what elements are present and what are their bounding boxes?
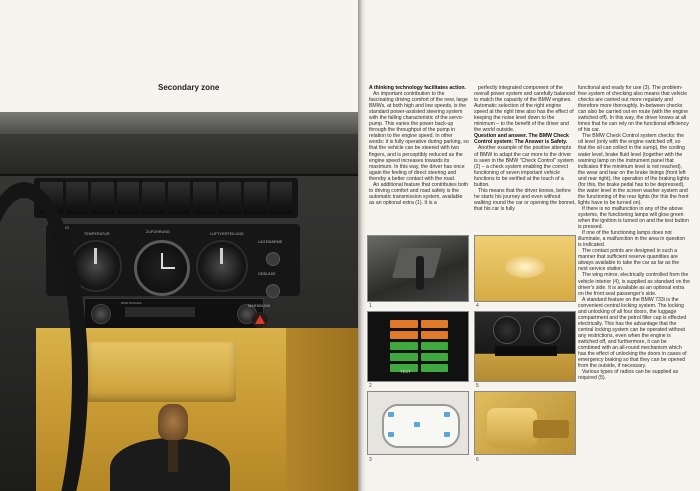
column-paragraph: functional and ready for use (3). The problem-free system of checking also means that vehicle checks are carried out more regularly and therefore more thoroughly. In-between checks can also be carried out en route (with the engine switched off). In this way, the driver knows at all times that he can rely on the functional efficiency of his car. xyxy=(578,85,689,134)
photo-rear-interior xyxy=(474,391,576,455)
heating-label: HEIZUNG xyxy=(52,226,70,230)
rear-tray xyxy=(533,420,569,438)
column-paragraph: perfectly integrated component of the overall power system and carefully balanced to match the capacity of the BMW engines. Automatic selection of the right engine speed at the right time also has the effect of keeping the noise level down to the minimum – to the benefit of the driver and the world outside. xyxy=(474,85,576,134)
column-paragraph: If there is no malfunction in any of the above systems, the functioning lamps will glow green when the ignition is turned on and the test button is pressed. xyxy=(578,205,689,231)
column-paragraph: Various types of radios can be supplied as required (5). xyxy=(578,369,679,382)
right-page xyxy=(366,0,700,491)
photo-number: 5 xyxy=(476,383,479,389)
vent-slot xyxy=(91,182,114,214)
check-lamp xyxy=(421,353,449,361)
air-distribution-label: LUFTVERTEILUNG xyxy=(210,232,244,236)
reading-lamp xyxy=(505,256,545,278)
vent-slot xyxy=(270,182,293,214)
page-spine xyxy=(358,0,366,491)
lamp-marker-icon xyxy=(444,432,450,437)
column-paragraph: A standard feature on the BMW 733i is the convenient central locking system. The locking and unlocking of all four doors, the luggage compartment and the petrol filler cap is effected electrically. This has the advantage that the central locking system can be operated without any restrictions, even when the engine is switched off, and furthermore, it can be combined with an all-round mechanism which has the effect of unlocking the doors in cases of emergency braking so that they can be opened from the outside, if necessary. xyxy=(578,296,687,370)
radio-unit xyxy=(84,298,264,330)
check-lamp-grid xyxy=(390,320,448,372)
storage-tray[interactable] xyxy=(86,342,236,402)
check-lamp xyxy=(421,331,449,339)
column-paragraph: An additional feature that contributes both to driving comfort and road safety is the automatic transmission system, available as an optional extra (1). It is a xyxy=(369,181,469,206)
lamp-marker-icon xyxy=(444,412,450,417)
check-lamp xyxy=(421,342,449,350)
column-paragraph: The contact points are designed in such a manner that sufficient reserve quantities are always available to take the car as far as the next service station. xyxy=(578,248,680,273)
vent-slot xyxy=(193,182,216,214)
vent-slot xyxy=(142,182,165,214)
radio-brand-label: BMW BAVARIA xyxy=(121,301,142,305)
check-lamp xyxy=(390,342,418,350)
fan-label: GEBLÄSE xyxy=(258,272,276,276)
clock-hour-hand xyxy=(161,253,163,268)
column-paragraph: The BMW Check Control system checks: the oil level (only with the engine switched off, so that the oil can collect in the sump), the cooling water level, brake fluid level (together with the warning lamp on the instrument panel that indicates if the minimum level is not reached), the wear and tear on the brake linings (front left and rear right), the operation of the braking lights (for this, the brake pedal has to be depressed), the water level in the screen washer system and the functioning of the rear lights (for this the front lights have to be turned on). xyxy=(578,133,690,206)
radio-unit-small xyxy=(495,346,557,356)
vent-slot xyxy=(244,182,267,214)
clock-minute-hand xyxy=(161,267,175,269)
windshield xyxy=(0,112,358,134)
gear-knob[interactable] xyxy=(158,404,188,440)
clock xyxy=(134,240,190,296)
gauge-dial xyxy=(533,316,561,344)
console-side-panel xyxy=(286,328,358,491)
column-paragraph: Another example of the positive attempts of BMW to adapt the car more to the driver is seen in the BMW "Check Control" system (2) – a check system enabling the correct functioning of seven important vehicle functions to be verified at the touch of a button. xyxy=(474,145,574,188)
photo-number: 2 xyxy=(369,383,372,389)
vent-slot xyxy=(168,182,191,214)
hazard-warning-button[interactable] xyxy=(252,312,268,328)
gauge-dial xyxy=(493,316,521,344)
photo-check-diagram xyxy=(367,391,469,455)
check-lamp xyxy=(390,353,418,361)
selector-lever xyxy=(416,256,424,290)
photo-radio xyxy=(474,311,576,382)
fan-button[interactable] xyxy=(266,284,280,298)
check-lamp xyxy=(421,320,449,328)
dashboard-photo xyxy=(0,112,358,491)
section-title: Secondary zone xyxy=(158,83,220,92)
air-distribution-dial[interactable] xyxy=(196,240,248,292)
check-lamp xyxy=(421,364,449,372)
seat-heat-button[interactable] xyxy=(266,252,280,266)
column-paragraph: An important contribution to the fascinating driving comfort of the new, large BMWs, at both high and low speeds, is the standard power-assisted steering system with the falling characteristic of the servo-pump. This varies the power back-up through the throughput of the pump in relation to the engine speed. In other words: it is fully operative during parking, so that the vehicle can be steered with two fingers, and is perceptibly reduced as the engine speed increases towards its maximum. In this way, the driver has once again the feeling of direct steering and thereby a better contact with the road. xyxy=(369,91,469,182)
vent-slot xyxy=(66,182,89,214)
radio-display xyxy=(125,307,195,317)
photo-number: 4 xyxy=(476,303,479,309)
photo-number: 1 xyxy=(369,303,372,309)
column-heading: A thinking technology facilitates action. xyxy=(369,85,466,91)
lamp-marker-icon xyxy=(414,422,420,427)
temperature-label: TEMPERATUR xyxy=(84,232,110,236)
column-paragraph: This means that the driver knows, before he starts his journey and even without walking round the car or opening the bonnet, that his car is fully xyxy=(474,187,576,212)
text-column-1 xyxy=(369,85,469,206)
test-button-label: TEST xyxy=(400,370,411,375)
text-column-3 xyxy=(578,85,690,381)
seat xyxy=(487,408,537,448)
air-vent xyxy=(34,178,298,218)
radio-volume-knob[interactable] xyxy=(91,304,111,324)
car-outline-icon xyxy=(382,404,460,448)
photo-check-control xyxy=(367,311,469,382)
photo-interior-light xyxy=(474,235,576,302)
vent-slot xyxy=(117,182,140,214)
text-column-2 xyxy=(474,85,576,212)
hazard-label: WARNBLINK xyxy=(248,304,271,308)
seat-heat-label: LÄGEWÄRME xyxy=(258,240,283,244)
photo-transmission-selector xyxy=(367,235,469,302)
photo-number: 3 xyxy=(369,457,372,463)
column-heading: Question and answer. The BMW Check Control system: The Answer is Safety. xyxy=(474,133,569,146)
lamp-marker-icon xyxy=(388,412,394,417)
photo-number: 6 xyxy=(476,457,479,463)
supply-label: ZUFÜHRUNG xyxy=(146,230,170,234)
column-paragraph: The wing mirror, electrically controlled from the vehicle interior (4), is supplied as standard on the driver's side. It is available as an optional extra on the front seat passenger's side. xyxy=(578,272,691,297)
lamp-marker-icon xyxy=(388,432,394,437)
dashboard-top xyxy=(0,134,358,176)
check-lamp xyxy=(390,320,418,328)
check-lamp xyxy=(390,331,418,339)
gear-shaft xyxy=(168,438,178,472)
vent-slot xyxy=(219,182,242,214)
column-paragraph: If one of the functioning lamps does not illuminate, a malfunction in the area in question is indicated. xyxy=(578,230,686,249)
